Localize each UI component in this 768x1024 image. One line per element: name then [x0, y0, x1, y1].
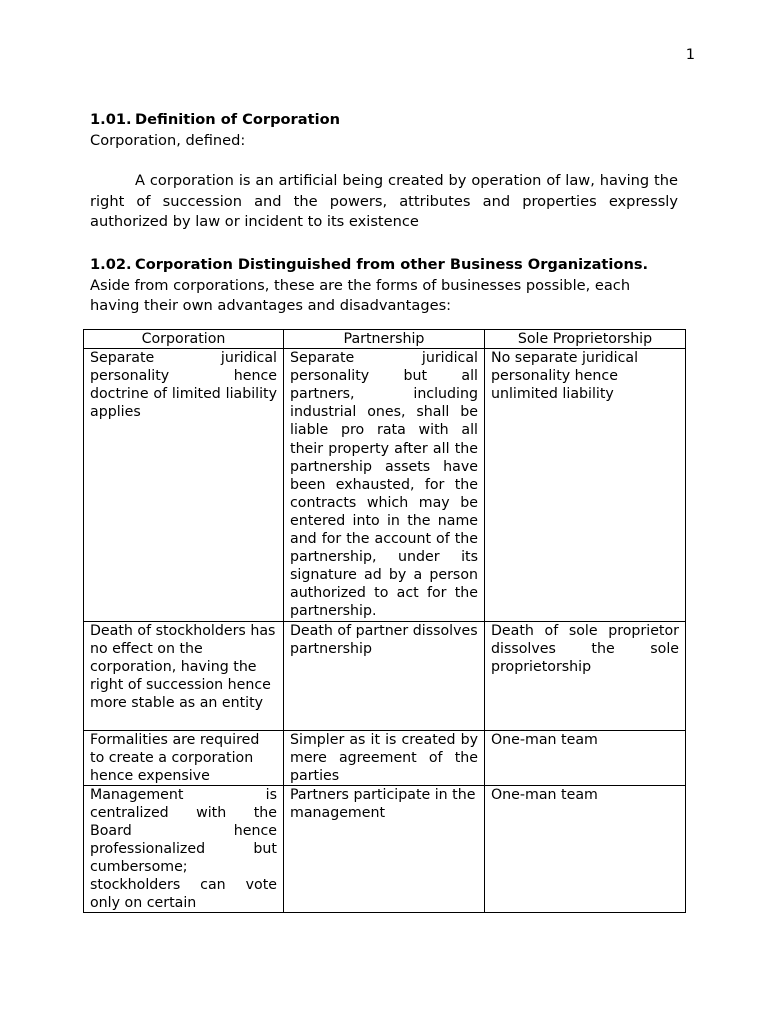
table-cell: Death of sole proprietor dissolves the sole proprietorship: [485, 621, 686, 730]
column-header-sole-proprietorship: Sole Proprietorship: [485, 330, 686, 349]
section-number: 1.02.: [90, 256, 132, 273]
table-cell: One-man team: [485, 785, 686, 913]
table-row: [84, 349, 686, 621]
section-heading-definition: [90, 110, 678, 131]
definition-paragraph: A corporation is an artificial being created by operation of law, having the right of succession and the powers, attributes and properties expressly authorized by law or incident to its existence: [90, 172, 678, 230]
comparison-table: [83, 329, 686, 913]
table-cell: Simpler as it is created by mere agreement of the parties: [284, 730, 485, 785]
section-comparison: [90, 255, 678, 317]
column-header-corporation: Corporation: [84, 330, 284, 349]
table-cell: Separate juridical personality but all partners, including industrial ones, shall be liable pro rata with all their property after all the partnership assets have been exhausted, for the contracts which may be entered into in the name and for the account of the partnership, under its signature ad by a person authorized to act for the partnership.: [284, 349, 485, 621]
section-intro: Aside from corporations, these are the forms of businesses possible, each having their own advantages and disadvantages:: [90, 276, 631, 314]
table-row: [84, 730, 686, 785]
section-title: Corporation Distinguished from other Business Organizations.: [135, 256, 649, 273]
section-heading-comparison: [90, 255, 678, 276]
table-cell: Death of stockholders has no effect on the corporation, having the right of succession hence more stable as an entity: [84, 621, 284, 730]
table-cell: No separate juridical personality hence unlimited liability: [485, 349, 686, 621]
table-cell: Formalities are required to create a corporation hence expensive: [84, 730, 284, 785]
table-row: [84, 621, 686, 730]
page-number: 1: [685, 46, 695, 63]
section-number: 1.01.: [90, 111, 132, 128]
section-definition: [90, 110, 678, 233]
table-cell: Separate juridical personality hence doctrine of limited liability applies: [84, 349, 284, 621]
section-title: Definition of Corporation: [135, 111, 340, 128]
table-cell: Death of partner dissolves partnership: [284, 621, 485, 730]
table-row: [84, 785, 686, 913]
table-cell: One-man team: [485, 730, 686, 785]
section-subtitle: Corporation, defined:: [90, 131, 246, 149]
table-cell: Management is centralized with the Board hence professionalized but cumbersome; stockholders can vote only on certain: [84, 785, 284, 913]
table-cell: Partners participate in the management: [284, 785, 485, 913]
column-header-partnership: Partnership: [284, 330, 485, 349]
table-header-row: [84, 330, 686, 349]
